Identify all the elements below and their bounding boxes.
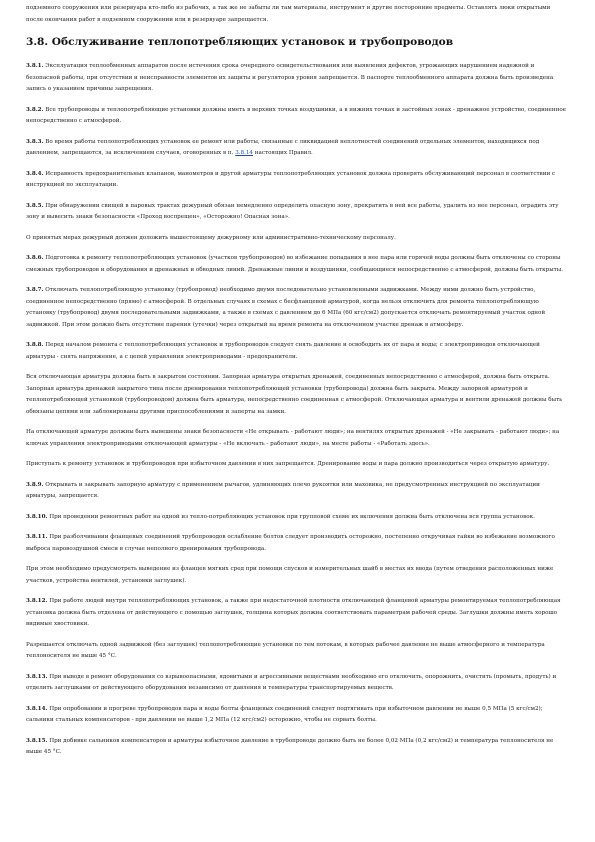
clause-3-8-10 [26,512,569,524]
clause-text: Перед началом ремонта с теплопотребляющих установок и трубопроводов следует снять давление и освободить их от пара и воды; с электроприводов отключающей арматуры - снять напряжение, а с цепей управления электроприводами - предохранители. [26,342,540,360]
clause-number: 3.8.11. [26,534,48,540]
clause-number: 3.8.10. [26,513,48,520]
clause-number: 3.8.13. [26,673,48,680]
clause-text: О принятых мерах дежурный должен доложить вышестоящему дежурному или административно-техническому персоналу. [26,234,396,241]
clause-reference-link[interactable]: 3.8.14 [235,150,253,156]
clause-3-8-9 [26,480,569,503]
clause-paragraph [26,233,569,245]
clause-3-8-14 [26,704,569,727]
clause-text: При добивке сальников компенсаторов и арматуры избыточное давление в трубопроводе должно быть не более 0,02 МПа (0,2 кгс/см2) и температура теплоносителя не выше 45 °С. [26,737,554,755]
clause-paragraph [26,640,569,663]
clause-number: 3.8.5. [26,202,44,209]
clause-text: При проведении ремонтных работ на одной из тепло-потребляющих установок при групповой схеме их включения должна быть отключена вся группа установок. [47,513,535,520]
clause-text: Открывать и закрывать запорную арматуру с применением рычагов, удлиняющих плечо рукоятки или маховика, не предусмотренных инструкцией по эксплуатации арматуры, запрещается. [26,481,540,499]
clause-3-8-12 [26,596,569,631]
clause-text: На отключающей арматуре должны быть вывешены знаки безопасности «Не открывать - работают люди»; на вентилях открытых дренажей - «Не закрывать - работают люди»; на ключах управления электроприводами отключающей арматуры - «Не включать - работают люди», на месте работы - «Работать здесь». [26,429,560,447]
clause-3-8-3 [26,137,569,160]
clause-text: Все трубопроводы и теплопотребляющие установки должны иметь в верхних точках воздушники, а в нижних точках и застойных зонах - дренажное устройство, соединенное непосредственно с атмосферой. [26,106,566,124]
clause-number: 3.8.3. [26,138,44,145]
clause-number: 3.8.4. [26,170,44,177]
clause-number: 3.8.9. [26,481,44,488]
section-body [26,61,569,759]
clause-text: При опробовании и прогреве трубопроводов пара и воды болты фланцевых соединений следует подтягивать при избыточном давлении не выше 0,5 МПа (5 кгс/см2); сальники стальных компенсаторов - при давлении не выше 1,2 МПа (12 кгс/см2) осторожно, чтобы не сорвать болты. [26,705,543,723]
clause-text: Подготовка к ремонту теплопотребляющих установок (участков трубопроводов) во избежание попадания в нее пара или горячей воды должны быть отключены со стороны смежных трубопроводов и оборудования и дренажных и обводных линий. Дренажные линии и воздушники, сообщающиеся непосредственно с атмосферой, должны быть открыты. [26,255,563,273]
clause-3-8-5 [26,201,569,224]
clause-3-8-4 [26,169,569,192]
clause-3-8-7 [26,285,569,331]
clause-3-8-15 [26,736,569,759]
clause-text: При обнаружении свищей в паровых трактах дежурный обязан немедленно определить опасную зону, прекратить в ней все работы, удалить из нее персонал, оградить эту зону и вывесить знаки безопасности «Проход воспрещен», «Осторожно! Опасная зона». [26,202,559,220]
clause-text: При разболчивании фланцевых соединений трубопроводов ослабление болтов следует производить осторожно, постепенно откручивая гайки во избежание возможного выброса паровоздушной смеси в случае неполного дренирования трубопровода. [26,534,555,552]
clause-text: Исправность предохранительных клапанов, манометров и другой арматуры теплопотребляющих установок должна проверять обслуживающий персонал в соответствии с инструкцией по эксплуатации. [26,170,556,188]
clause-number: 3.8.2. [26,106,44,113]
clause-3-8-11 [26,532,569,555]
clause-paragraph [26,459,569,471]
clause-number: 3.8.14. [26,705,48,712]
clause-3-8-1 [26,61,569,96]
clause-3-8-6 [26,253,569,276]
clause-text: При выводе в ремонт оборудования со взрывоопасными, ядовитыми и агрессивными веществами необходимо его отключить, опорожнить, очистить (промыть, продуть) и отделить заглушками от действующего оборудования независимо от давления и температуры транспортируемых веществ. [26,673,557,691]
clause-paragraph [26,564,569,587]
clause-number: 3.8.15. [26,737,48,744]
clause-3-8-8 [26,340,569,363]
clause-text: Разрешается отключать одной задвижкой (без заглушек) теплопотребляющие установки по тем потокам, в которых рабочее давление не выше атмосферного и температура теплоносителя не выше 45 °С. [26,641,545,659]
clause-text: Приступать к ремонту установок и трубопроводов при избыточном давлении в них запрещается. Дренирование воды и пара должно производиться через открытую арматуру. [26,461,550,467]
clause-paragraph [26,372,569,418]
clause-number: 3.8.8. [26,342,44,348]
clause-text: При работе людей внутри теплопотребляющих установок, а также при недостаточной плотности отключающей фланцевой арматуры ремонтируемая теплопотребляющая установка должна быть отделена от действующего с помощью заглушек, толщина которых должна соответствовать параметрам рабочей среды. Заглушки должны иметь хорошо видимые хвостовики. [26,598,561,627]
clause-text: Отключать теплопотребляющую установку (трубопровод) необходимо двумя последовательно установленными задвижками. Между ними должно быть устройство, соединенное непосредственно (прямо) с атмосферой. В отдельных случаях в схемах с бесфланцевой арматурой, когда нельзя отключить для ремонта теплопотребляющую установку (трубопровод) двумя последовательными задвижками, а также в схемах с давлением до 6 МПа (60 кгс/см2) допускается отключать ремонтируемый участок одной задвижкой. При этом должно быть отсутствие парения (утечки) через открытый на время ремонта на отключенном участке дренаж в атмосферу. [26,287,546,328]
clause-paragraph [26,427,569,450]
clause-number: 3.8.12. [26,598,48,604]
clause-number: 3.8.6. [26,255,44,261]
clause-number: 3.8.1. [26,63,44,69]
clause-3-8-2 [26,105,569,128]
clause-text: При этом необходимо предусмотреть выведение из фланцев мягких сред при помощи спусков и измерительных шайб в местах их ввода (путем отведения расположенных ниже участков, устройства вентилей, установки заглушек). [26,566,554,584]
clause-text: Во время работы теплопотребляющих установок ее ремонт или работы, связанные с ликвидацией неплотностей соединений отдельных элементов, находящихся под давлением, запрещаются, за исключением случаев, оговоренных в п. [26,138,540,156]
clause-3-8-13 [26,672,569,695]
lead-paragraph: подземного сооружения или резервуара кто-либо из рабочих, а так же не забыты ли там материалы, инструмент и другие посторонние предметы. Оставлять люки открытыми после окончания работ в подземном сооружении или в резервуаре запрещается. [26,5,551,23]
clause-text: Эксплуатация теплообменных аппаратов после истечения срока очередного освидетельствования или выявления дефектов, угрожающих нарушением надежной и безопасной работы, при отсутствии и неисправности элементов их защиты и регуляторов уровня запрещается. В паспорте теплообменного аппарата должна быть произведена запись о указанием причины запрещения. [26,63,554,92]
clause-text-tail: настоящих Правил. [253,150,313,156]
clause-number: 3.8.7. [26,287,44,293]
section-heading: 3.8. Обслуживание теплопотребляющих установок и трубопроводов [26,36,454,48]
clause-text: Вся отключающая арматура должна быть в закрытом состоянии. Запорная арматура открытых дренажей, соединенных непосредственно с атмосферой, должна быть открыта. Запорная арматура дренажей закрытого типа после дренирования теплопотребляющей установки (трубопровода) должна быть закрыта. Между запорной арматурой и теплопотребляющей установкой (трубопроводом) должна быть арматура, непосредственно соединенная с атмосферой. Отключающая арматура и вентили дренажей должны быть обвязаны цепями или заблокированы другими приспособлениями и заперты на замки. [26,374,563,415]
